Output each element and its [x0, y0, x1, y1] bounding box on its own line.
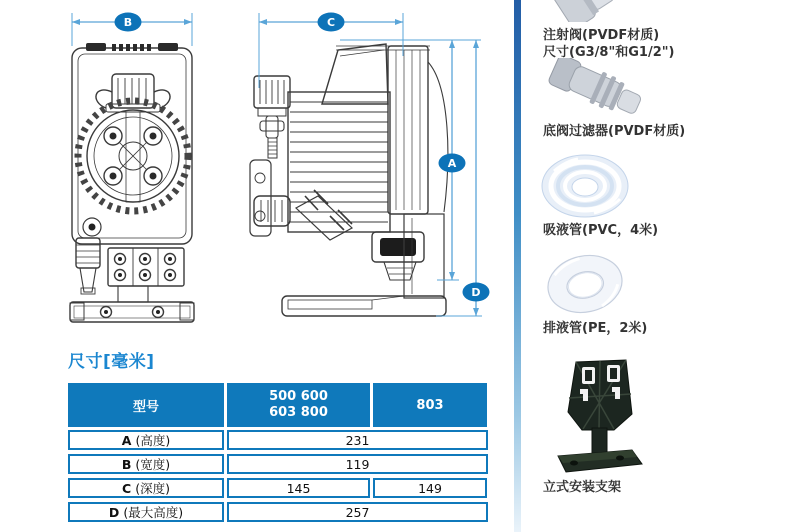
row-letter: C — [122, 480, 132, 496]
mounting-bracket-label — [543, 479, 621, 496]
row-value-group1: 145 — [227, 478, 370, 498]
row-value: 119 — [227, 454, 488, 474]
label-line1: 吸液管(PVC，4米) — [543, 223, 659, 238]
row-label — [68, 454, 224, 474]
row-value: 257 — [227, 502, 488, 522]
accessories-sidebar — [521, 0, 792, 532]
top-clips — [86, 43, 178, 51]
dimensions-table — [68, 383, 488, 526]
row-letter: A — [121, 432, 132, 448]
dimensions-heading: 尺寸[毫米] — [68, 352, 155, 372]
table-header-row — [68, 383, 488, 427]
label-line1: 底阀过滤器(PVDF材质) — [543, 124, 686, 139]
row-desc: (宽度) — [135, 457, 171, 472]
front-view — [70, 43, 194, 322]
row-value-group2: 149 — [373, 478, 487, 498]
row-label — [68, 478, 224, 498]
label-line1: 立式安装支架 — [543, 480, 622, 495]
row-desc: (高度) — [135, 433, 171, 448]
suction-tube-label — [543, 222, 658, 239]
dim-label-b: B — [123, 16, 133, 29]
table-row-b — [68, 454, 488, 474]
terminal-screws — [115, 254, 176, 281]
label-line2: 尺寸(G3/8"和G1/2") — [543, 45, 675, 60]
row-desc: (最大高度) — [123, 505, 184, 520]
row-label — [68, 430, 224, 450]
foot-valve-filter-photo — [540, 58, 652, 116]
technical-drawing — [0, 0, 515, 345]
label-line1: 注射阀(PVDF材质) — [543, 28, 660, 43]
dim-label-c: C — [326, 16, 336, 29]
model-group2-header: 803 — [373, 383, 487, 427]
discharge-tube-photo — [545, 253, 625, 316]
mounting-bracket-photo — [552, 358, 648, 476]
injection-valve-photo — [543, 0, 635, 22]
row-value: 231 — [227, 430, 488, 450]
model-group1-line2: 603 800 — [269, 405, 328, 420]
dim-label-a: A — [447, 157, 457, 170]
side-view — [250, 44, 448, 316]
foot-valve-filter-label — [543, 123, 685, 140]
model-group1-line1: 500 600 — [269, 389, 328, 404]
dimension-lines — [72, 13, 482, 316]
model-column-header: 型号 — [68, 383, 224, 427]
row-label — [68, 502, 224, 522]
row-letter: D — [108, 504, 120, 520]
discharge-tube-label — [543, 320, 647, 337]
table-row-a — [68, 430, 488, 450]
sidebar-divider — [514, 0, 521, 532]
injection-valve-label — [543, 27, 674, 61]
table-row-d — [68, 502, 488, 522]
label-line1: 排液管(PE，2米) — [543, 321, 648, 336]
table-row-c — [68, 478, 488, 498]
dim-label-d: D — [471, 286, 481, 299]
suction-tube-photo — [538, 153, 632, 219]
model-group1-header — [227, 383, 370, 427]
row-desc: (深度) — [135, 481, 170, 496]
row-letter: B — [121, 456, 132, 472]
